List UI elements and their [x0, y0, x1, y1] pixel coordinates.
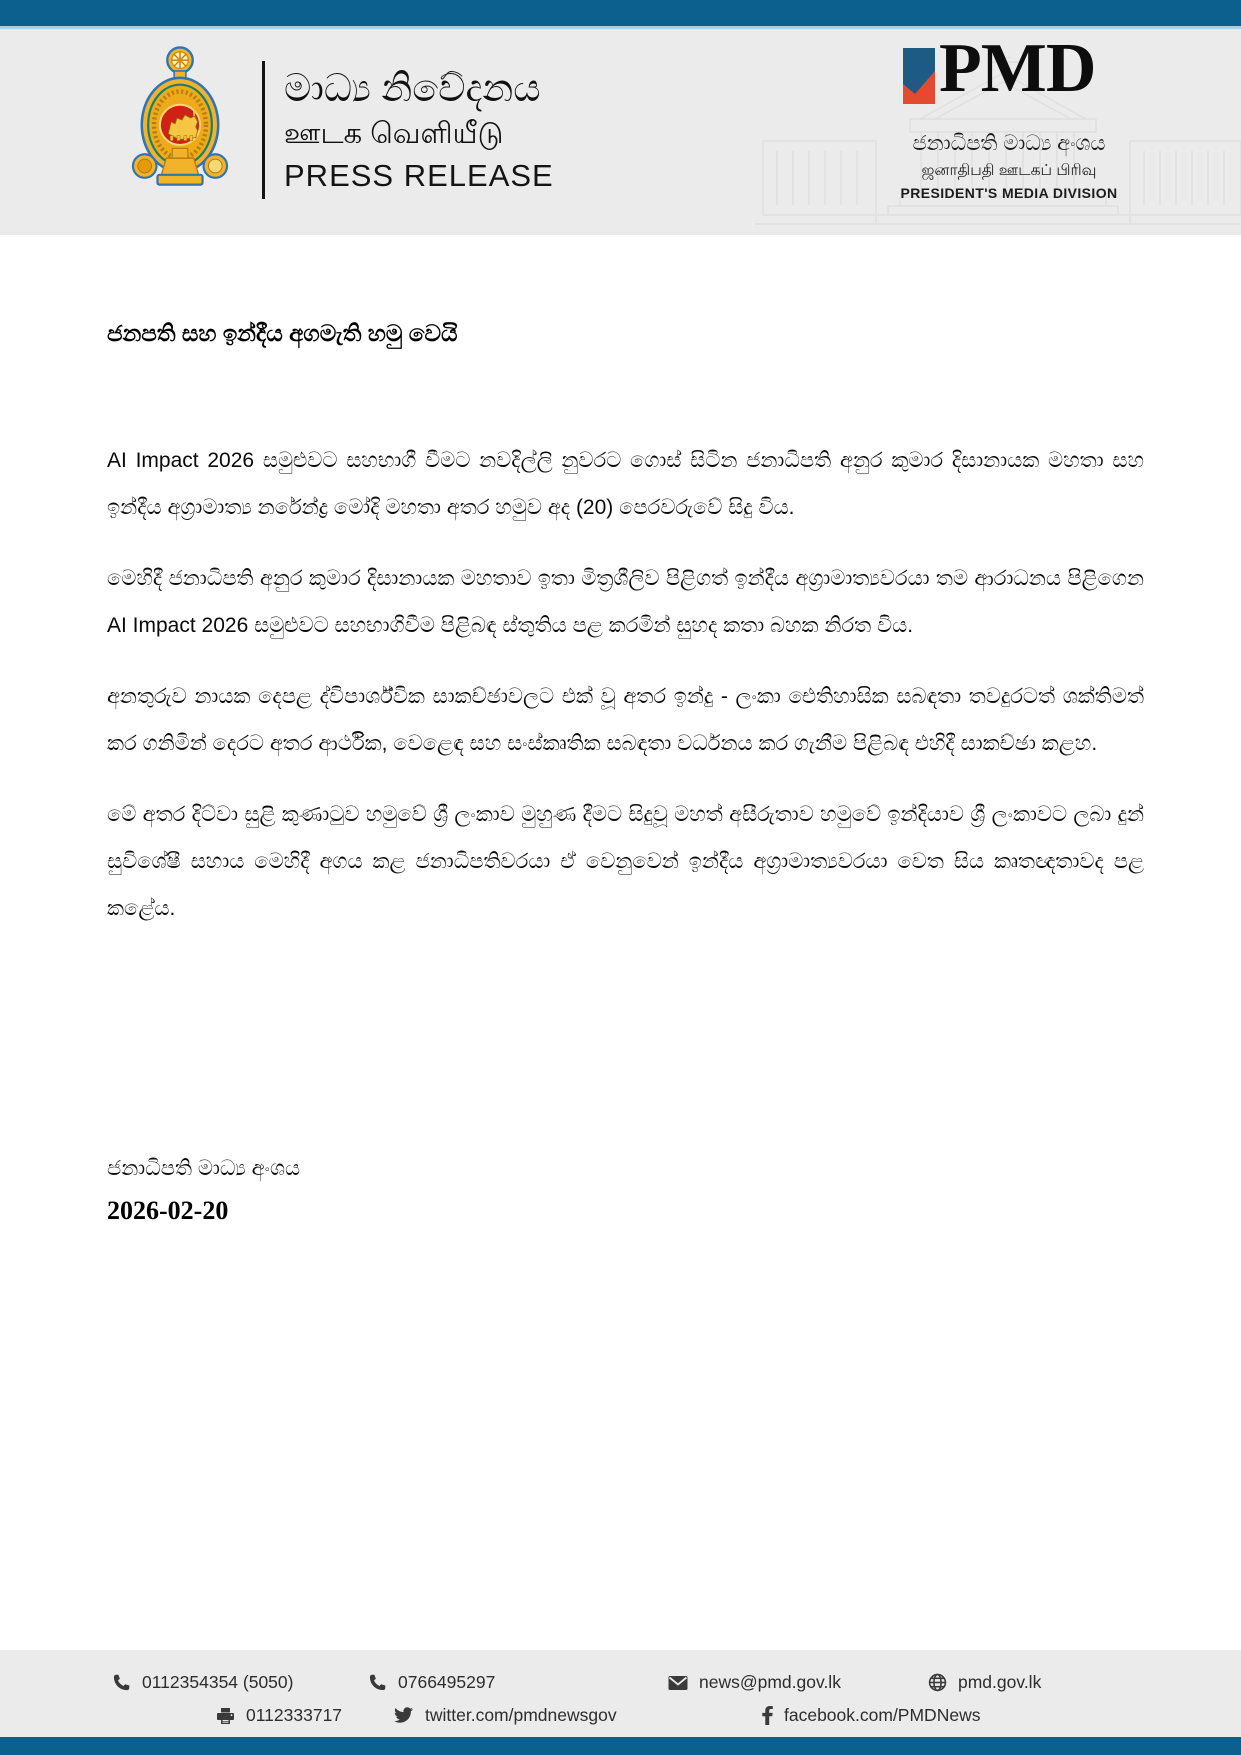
footer-fax-number: 0112333717: [246, 1705, 343, 1725]
footer-phone-2-number: 0766495297: [398, 1672, 496, 1692]
paragraph-4: මේ අතර දිට්වා සුළි කුණාටුව හමුවේ ශ්‍රී ලංකාව මුහුණ දීමට සිදුවූ මහත් අසීරුතාව හමුවේ ඉන්දියාව ශ්‍රී ලංකාවට ලබා දුන් සුවිශේෂී සහාය මෙහිදී අගය කළ ජනාධිපතිවරයා ඒ වෙනුවෙන් ඉන්දීය අග්‍රාමාත්‍යවරයා වෙත සිය කෘතඥතාවද පළ කළේය.: [107, 803, 1144, 920]
pmd-division-tamil: ஜனாதிபதி ஊடகப் பிரிவு: [921, 162, 1097, 179]
press-release-title-english: PRESS RELEASE: [284, 158, 554, 193]
press-release-title-sinhala: මාධ්‍ය නිවේදනය: [284, 68, 541, 110]
footer-website-url: pmd.gov.lk: [958, 1672, 1042, 1692]
paragraph-2: මෙහිදී ජනාධිපති අනුර කුමාර දිසානායක මහතාව ඉතා මිත්‍රශීලිව පිළිගත් ඉන්දීය අග්‍රාමාත්‍යවරයා තම ආරාධනය පිළිගෙන AI Impact 2026 සමුළුවට සහභාගිවීම පිළිබඳ ස්තුතිය පළ කරමින් සුහද කතා බහක නිරත විය.: [107, 567, 1144, 637]
footer-twitter-url: twitter.com/pmdnewsgov: [425, 1705, 617, 1725]
pmd-acronym: PMD: [939, 30, 1096, 107]
press-release-title-tamil: ஊடக வெளியீடு: [284, 118, 504, 150]
paragraph-1: AI Impact 2026 සමුළුවට සහභාගී වීමට නවදිල්ලි නුවරට ගොස් සිටින ජනාධිපති අනුර කුමාර දිසානායක මහතා සහ ඉන්දීය අග්‍රාමාත්‍ය නරේන්ද්‍ර මෝදි මහතා අතර හමුව අද (20) පෙරවරුවේ සිදු විය.: [107, 449, 1144, 519]
pmd-logo-block: [898, 30, 1120, 203]
bottom-accent-bar: [0, 1737, 1241, 1755]
facebook-icon: [762, 1706, 773, 1725]
signature-line: ජනාධිපති මාධ්‍ය අංශය: [107, 1157, 301, 1180]
document-date: 2026-02-20: [107, 1196, 229, 1225]
globe-icon: [928, 1673, 947, 1692]
pmd-division-english: PRESIDENT'S MEDIA DIVISION: [900, 185, 1118, 201]
footer-phone-1: [112, 1672, 293, 1693]
twitter-icon: [394, 1707, 414, 1724]
top-accent-bar: [0, 0, 1241, 26]
letterhead: [0, 29, 1241, 235]
fax-icon: [216, 1707, 235, 1725]
contact-footer: [0, 1650, 1241, 1737]
email-icon: [668, 1675, 688, 1691]
footer-twitter[interactable]: [394, 1705, 617, 1726]
footer-email[interactable]: [668, 1672, 841, 1693]
header-divider: [262, 61, 265, 199]
document-body: [107, 437, 1144, 956]
footer-email-address: news@pmd.gov.lk: [699, 1672, 841, 1692]
pmd-logo-icon: [903, 48, 935, 104]
sri-lanka-emblem: [131, 43, 229, 193]
phone-icon: [112, 1673, 131, 1692]
footer-fax: [216, 1705, 342, 1726]
footer-website[interactable]: [928, 1672, 1041, 1693]
pmd-division-sinhala: ජනාධිපති මාධ්‍ය අංශය: [912, 132, 1106, 155]
footer-phone-1-number: 0112354354 (5050): [142, 1672, 294, 1692]
paragraph-3: අනතුරුව නායක දෙපළ ද්විපාර්ශ්වික සාකච්ඡාවලට එක් වූ අතර ඉන්දු - ලංකා ඓතිහාසික සබඳතා තවදුරටත් ශක්තිමත් කර ගනිමින් දෙරට අතර ආර්ථික, වෙළෙඳ සහ සංස්කෘතික සබඳතා වර්ධනය කර ගැනීම පිළිබඳ එහිදී සාකච්ඡා කළහ.: [107, 685, 1144, 755]
footer-facebook-url: facebook.com/PMDNews: [784, 1705, 981, 1725]
document-title: ජනපති සහ ඉන්දීය අගමැති හමු වෙයි: [107, 320, 458, 346]
phone-icon: [368, 1673, 387, 1692]
footer-facebook[interactable]: [762, 1705, 980, 1726]
footer-phone-2: [368, 1672, 495, 1693]
